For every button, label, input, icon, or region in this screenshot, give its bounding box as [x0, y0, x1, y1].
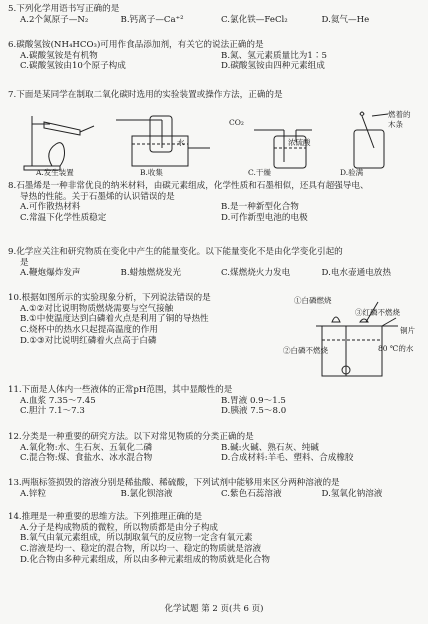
- option-d: D.合成材料:羊毛、塑料、合成橡胶: [221, 453, 354, 464]
- option-d: D.氢氧化钠溶液: [321, 488, 383, 499]
- option-b: B.碱:火碱、熟石灰、纯碱: [221, 442, 319, 453]
- option-d: D.胰液 7.5～8.0: [221, 406, 287, 417]
- option-b: B.是一种新型化合物: [221, 202, 299, 213]
- options-row: [8, 489, 422, 500]
- option-a: A.鞭炮爆炸发声: [20, 268, 81, 279]
- option-d: D.氦气—He: [321, 14, 370, 25]
- question-9: [8, 247, 422, 279]
- label-3: ③红磷不燃烧: [355, 308, 400, 317]
- option-b: B.钙离子—Ca⁺²: [120, 14, 184, 25]
- question-stem: 11.下面是人体内一些液体的正常pH范围，其中显酸性的是: [8, 385, 233, 395]
- co2-label: CO₂: [229, 118, 244, 127]
- option-d: D.电水壶通电放热: [321, 268, 391, 279]
- option-d: D.化合物由多种元素组成，所以由多种元素组成的物质就是化合物: [20, 554, 270, 565]
- options-row: [8, 15, 422, 26]
- option-a: A.可作散热材料: [20, 202, 81, 213]
- caption-d: D.验满: [340, 168, 364, 177]
- option-a: A.锌粒: [20, 488, 47, 499]
- options-row: [8, 453, 422, 464]
- caption-a: A.发生装置: [36, 168, 74, 177]
- question-stem: 7.下面是某同学在制取二氧化碳时选用的实验装置或操作方法，正确的是: [8, 90, 283, 100]
- question-5: [8, 4, 422, 25]
- options-row: [8, 396, 422, 407]
- caption-b: B.收集: [140, 168, 163, 177]
- question-stem: 6.碳酸氢铵(NH₄HCO₃)可用作食品添加剂，有关它的说法正确的是: [8, 40, 264, 50]
- question-stem: 10.根据如图所示的实验现象分析，下列说法错误的是: [8, 293, 211, 303]
- option-d: D.可作新型电池的电极: [221, 213, 308, 224]
- option-a: A.血浆 7.35～7.45: [20, 395, 96, 406]
- question-stem: 9.化学应关注和研究物质在变化中产生的能量变化。以下能量变化不是由化学变化引起的: [8, 247, 343, 257]
- option-a: A.2个氮原子—N₂: [20, 14, 89, 25]
- label-1: ①白磷燃烧: [294, 296, 332, 305]
- apparatus-figure: [22, 108, 422, 176]
- water-temp-label: 80 ℃的水: [378, 344, 414, 353]
- option-c: C.混合物:煤、食盐水、冰水混合物: [20, 453, 153, 464]
- option-b: B.氯化钡溶液: [120, 488, 173, 499]
- question-14: [8, 512, 422, 566]
- options-row: [8, 61, 422, 72]
- caption-c: C.干燥: [248, 168, 271, 177]
- option-b: B.蜡烛燃烧发光: [120, 268, 182, 279]
- option-a: A.氧化物:水、生石灰、五氧化二磷: [20, 442, 153, 453]
- options-row: [8, 202, 422, 213]
- option-d: D.碳酸氢铵由四种元素组成: [221, 61, 325, 72]
- water-label: 水: [177, 138, 185, 147]
- options-row: [8, 268, 422, 279]
- question-stem-cont: 导热的性能。关于石墨烯的认识错误的是: [20, 191, 175, 202]
- question-7: [8, 90, 422, 101]
- option-b: B.①中使温度达到白磷着火点是利用了铜的导热性: [20, 314, 209, 325]
- question-11: [8, 385, 422, 417]
- option-c: C.氯化铁—FeCl₂: [221, 14, 288, 25]
- option-c: C.烧杯中的热水只起提高温度的作用: [20, 325, 158, 336]
- option-a: A.分子是构成物质的微粒，所以物质都是由分子构成: [20, 522, 219, 533]
- option-b: B.胃液 0.9～1.5: [221, 395, 286, 406]
- option-a: A.①②对比说明物质燃烧需要与空气接触: [20, 303, 174, 314]
- page-footer: 化学试题 第 2 页(共 6 页): [164, 604, 264, 614]
- option-a: A.碳酸氢铵是有机物: [20, 50, 98, 61]
- stick-label-1: 燃着的: [388, 110, 411, 119]
- question-10: [8, 293, 278, 347]
- option-c: C.煤燃烧火力发电: [221, 268, 291, 279]
- options-row: [8, 443, 422, 454]
- stick-label-2: 木条: [388, 120, 403, 129]
- question-stem: 13.两瓶标签损毁的溶液分别是稀盐酸、稀硫酸，下列试剂中能够用来区分两种溶液的是: [8, 478, 340, 488]
- options-row: [8, 51, 422, 62]
- question-stem: 8.石墨烯是一种非常优良的纳米材料，由碳元素组成，化学性质和石墨相似，还具有超强导电、: [8, 181, 369, 191]
- option-b: B.氧气由氧元素组成，所以制取氧气的反应物一定含有氧元素: [20, 533, 253, 544]
- question-8: [8, 181, 422, 224]
- option-c: C.碳酸氢铵由10个原子构成: [20, 61, 126, 72]
- question-stem: 5.下列化学用语书写正确的是: [8, 4, 120, 14]
- option-c: C.紫色石蕊溶液: [221, 488, 282, 499]
- option-d: D.①③对比说明红磷着火点高于白磷: [20, 335, 157, 346]
- option-c: C.胆汁 7.1～7.3: [20, 406, 85, 417]
- option-c: C.常温下化学性质稳定: [20, 213, 107, 224]
- label-2: ②白磷不燃烧: [283, 346, 328, 355]
- question-12: [8, 432, 422, 464]
- apparatus-drawing: [22, 108, 422, 176]
- options-row: [8, 213, 422, 224]
- option-b: B.氮、氢元素质量比为1∶5: [221, 50, 327, 61]
- question-6: [8, 40, 422, 72]
- acid-label: 浓硫酸: [288, 138, 311, 147]
- question-13: [8, 478, 422, 499]
- option-c: C.溶液是均一、稳定的混合物，所以均一、稳定的物质就是溶液: [20, 544, 262, 555]
- question-stem-cont: 是: [20, 257, 29, 268]
- options-row: [8, 406, 422, 417]
- plate-label: 铜片: [400, 326, 415, 335]
- question-stem: 14.推理是一种重要的思维方法。下列推理正确的是: [8, 512, 203, 522]
- question-stem: 12.分类是一种重要的研究方法。以下对常见物质的分类正确的是: [8, 432, 254, 442]
